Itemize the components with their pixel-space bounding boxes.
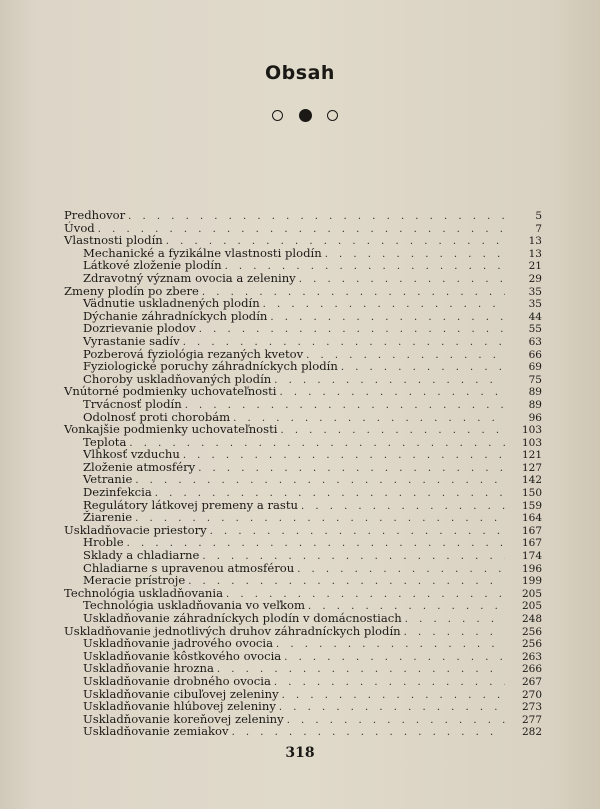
toc-entry-page: 35 [528,285,542,298]
toc-entry-page: 199 [521,575,542,588]
toc-entry-page: 13 [528,235,542,248]
toc-entry-page: 127 [521,461,542,474]
dot-leader [183,450,505,463]
toc-entry-label: Žiarenie [83,510,133,525]
toc-entry-page: 55 [528,323,542,336]
toc-entry-page: 263 [521,650,542,663]
toc-entry-page: 63 [528,335,542,348]
toc-entry-label: Regulátory látkovej premeny a rastu [83,497,298,512]
dot-leader [280,425,505,438]
page-number: 318 [285,745,315,761]
filled-circle-icon [299,109,312,122]
dot-leader [325,249,505,262]
toc-entry-label: Uskladňovanie cibuľovej zeleniny [83,686,279,701]
dot-leader [284,652,505,665]
toc-entry-page: 7 [535,222,542,235]
toc-entry-label: Vlhkosť vzduchu [83,447,180,462]
toc-entry-label: Predhovor [64,208,126,222]
toc-entry-label: Úvod [64,220,95,235]
toc-subentry [64,675,542,688]
toc-entry-page: 103 [521,436,542,449]
dot-leader [405,614,505,627]
dot-leader [282,690,505,703]
toc-entry-page: 96 [528,411,542,424]
toc-entry-label: Zmeny plodín po zbere [64,283,199,298]
toc-entry-label: Uskladňovacie priestory [64,522,207,537]
dot-leader [135,475,505,488]
toc-subentry [64,272,542,285]
toc-entry-label: Hroble [83,535,124,550]
toc-subentry [64,398,542,411]
dot-leader [279,387,505,400]
toc-entry-page: 35 [528,298,542,311]
toc-entry-page: 266 [521,663,542,676]
toc-entry [64,209,542,222]
toc-entry-label: Choroby uskladňovaných plodín [83,371,272,386]
toc-entry-label: Uskladňovanie kôstkového ovocia [83,648,282,663]
toc-entry-page: 150 [521,487,542,500]
toc-subentry [64,574,542,587]
toc-entry-page: 270 [521,688,542,701]
toc-entry-label: Meracie prístroje [83,573,186,588]
toc-entry-label: Uskladňovanie hrozna [83,661,214,676]
dot-leader [404,627,505,640]
toc-entry-page: 282 [521,726,542,739]
dot-leader [198,463,505,476]
dot-leader [270,312,505,325]
toc-entry-page: 277 [521,713,542,726]
table-of-contents [64,209,542,738]
toc-subentry [64,499,542,512]
toc-entry-page: 273 [521,701,542,714]
toc-entry [64,524,542,537]
toc-entry-label: Teplota [83,434,127,449]
toc-entry-page: 44 [528,310,542,323]
toc-subentry [64,448,542,461]
toc-entry-label: Zloženie atmosféry [83,459,196,474]
toc-entry-page: 29 [528,272,542,285]
toc-entry-label: Fyziologické poruchy záhradníckych plodín [83,359,338,374]
toc-subentry [64,725,542,738]
toc-entry-label: Technológia uskladňovania [64,585,223,600]
toc-entry-page: 205 [521,600,542,613]
dot-leader [128,211,505,224]
toc-entry-page: 66 [528,348,542,361]
toc-entry-label: Uskladňovanie jadrového ovocia [83,636,274,651]
toc-entry-page: 174 [521,550,542,563]
toc-entry-label: Uskladňovanie koreňovej zeleniny [83,711,284,726]
toc-entry-label: Dozrievanie plodov [83,321,196,336]
dot-leader [188,576,505,589]
toc-subentry [64,637,542,650]
toc-entry-page: 69 [528,361,542,374]
toc-entry-label: Mechanické a fyzikálne vlastnosti plodín [83,245,322,260]
toc-entry [64,423,542,436]
toc-subentry [64,700,542,713]
toc-entry-page: 103 [521,424,542,437]
toc-entry-page: 164 [521,512,542,525]
toc-entry-page: 5 [535,210,542,222]
toc-entry-label: Vyrastanie sadív [83,333,180,348]
toc-entry-page: 159 [521,499,542,512]
toc-entry-label: Uskladňovanie zemiakov [83,724,229,739]
dot-leader [199,324,505,337]
toc-entry-page: 248 [521,613,542,625]
hollow-circle-icon [327,110,338,121]
dot-leader [210,526,505,539]
dot-leader [301,501,505,514]
toc-subentry [64,335,542,348]
dot-leader [263,299,505,312]
toc-entry-label: Pozberová fyziológia rezaných kvetov [83,346,304,361]
toc-entry-page: 196 [521,562,542,575]
toc-entry-label: Vädnutie uskladnených plodín [83,296,260,311]
toc-entry-page: 167 [521,537,542,550]
toc-subentry [64,297,542,310]
toc-entry-label: Chladiarne s upravenou atmosférou [83,560,295,575]
toc-entry-page: 256 [521,625,542,638]
dot-leader [129,438,505,451]
dot-leader [299,274,505,287]
toc-entry-label: Technológia uskladňovania vo veľkom [83,598,306,613]
toc-subentry [64,486,542,499]
dot-leader [274,677,505,690]
toc-subentry [64,461,542,474]
toc-entry-label: Odolnosť proti chorobám [83,409,231,424]
toc-entry-label: Látkové zloženie plodín [83,258,222,273]
dot-leader [276,639,505,652]
toc-entry-label: Sklady a chladiarne [83,548,200,563]
toc-subentry [64,549,542,562]
title-ornament [272,107,338,123]
page-title: Obsah [265,62,335,84]
toc-subentry [64,511,542,524]
toc-entry-label: Trvácnosť plodín [83,396,182,411]
toc-entry-label: Vetranie [83,472,133,487]
toc-entry-page: 89 [528,386,542,399]
toc-subentry [64,360,542,373]
toc-entry-label: Vlastnosti plodín [64,233,163,248]
hollow-circle-icon [272,110,283,121]
toc-entry-page: 89 [528,398,542,411]
toc-entry-label: Dýchanie záhradníckych plodín [83,308,268,323]
dot-leader [274,375,505,388]
toc-entry-page: 142 [521,474,542,487]
toc-entry-page: 21 [528,260,542,273]
toc-entry-label: Uskladňovanie záhradníckych plodín v domácnostiach [83,611,402,625]
toc-entry-page: 121 [521,449,542,462]
toc-entry-label: Uskladňovanie drobného ovocia [83,673,271,688]
dot-leader [341,362,505,375]
dot-leader [279,702,505,715]
dot-leader [297,564,505,577]
toc-entry-page: 205 [521,587,542,600]
toc-entry [64,234,542,247]
toc-entry-page: 167 [521,524,542,537]
toc-entry-label: Zdravotný význam ovocia a zeleniny [83,270,296,285]
dot-leader [232,727,505,740]
toc-subentry [64,612,542,625]
toc-entry-label: Vonkajšie podmienky uchovateľnosti [64,422,278,437]
toc-entry-label: Dezinfekcia [83,485,152,500]
dot-leader [185,400,505,413]
toc-entry-page: 75 [528,373,542,386]
dot-leader [287,715,505,728]
toc-entry-page: 267 [521,675,542,688]
toc-entry-page: 256 [521,638,542,651]
toc-entry-label: Uskladňovanie hlúbovej zeleniny [83,699,276,714]
toc-entry-label: Uskladňovanie jednotlivých druhov záhradníckych plodín [64,623,401,638]
toc-entry-label: Vnútorné podmienky uchovateľnosti [64,384,277,399]
toc-entry-page: 13 [528,247,542,260]
